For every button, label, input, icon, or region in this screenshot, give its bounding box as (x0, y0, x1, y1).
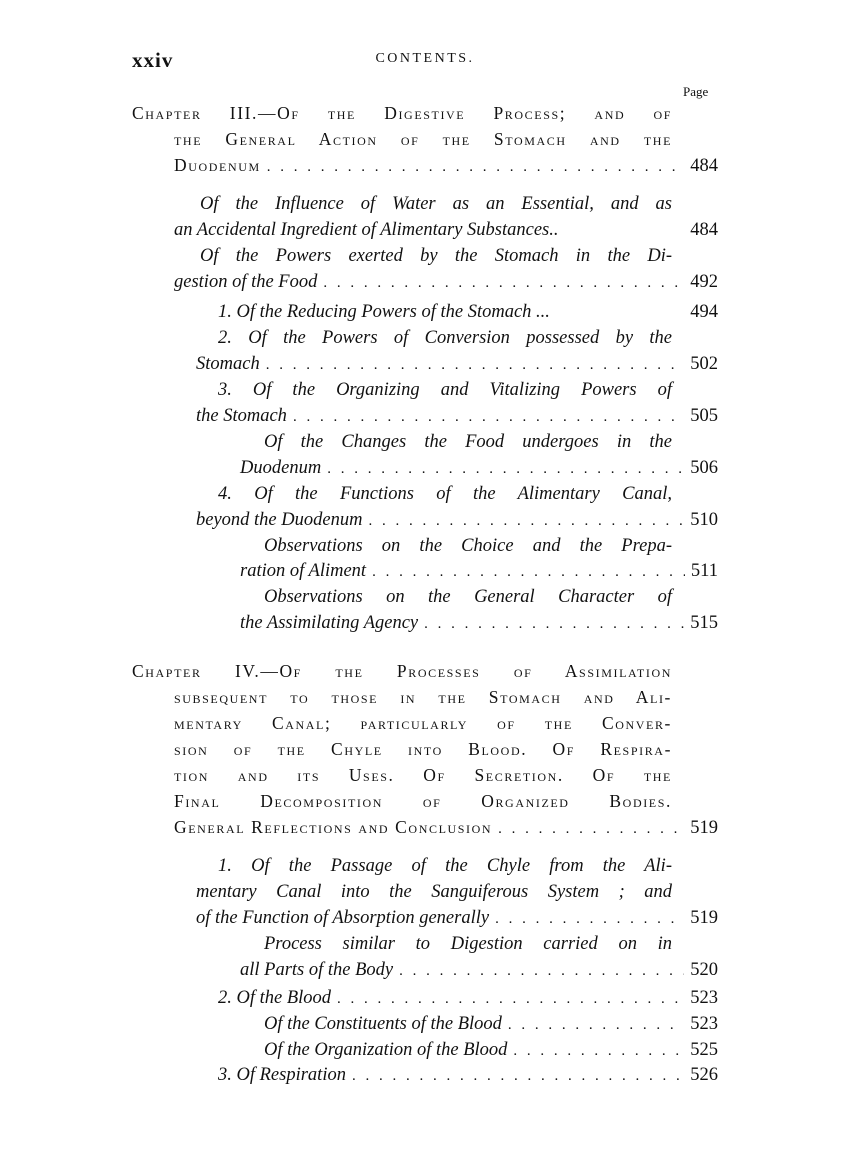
chapter-3-line-2: the General Action of the Stomach and the (174, 129, 672, 149)
chapter-4-line-3: mentary Canal; particularly of the Conver- (174, 713, 672, 733)
entry-text: gestion of the Food (174, 272, 318, 292)
entry-text: 2. Of the Blood (218, 988, 332, 1008)
chapter-4-line-4: sion of the Chyle into Blood. Of Respira- (174, 739, 672, 759)
leader-dots (424, 613, 684, 635)
entry-text: 1. Of the Passage of the Chyle from the Ali- (218, 856, 672, 876)
page-number: 511 (690, 561, 718, 581)
leader-dots (513, 1040, 684, 1062)
entry-text: the Stomach (196, 406, 287, 426)
entry-text: ration of Aliment (240, 561, 367, 581)
page-number: 494 (690, 302, 718, 322)
entry-text: Of the Organization of the Blood (264, 1040, 508, 1060)
leader-dots (368, 510, 684, 532)
leader-dots (267, 156, 684, 178)
entry-text: 3. Of Respiration (218, 1065, 346, 1085)
leader-dots (508, 1014, 684, 1036)
entry-text: 3. Of the Organizing and Vitalizing Powers of (218, 380, 672, 400)
page-number: 502 (690, 354, 718, 374)
page-number: 523 (690, 1014, 718, 1034)
page-number: 492 (690, 272, 718, 292)
leader-dots (399, 960, 684, 982)
chapter-4-line-1: Chapter IV.—Of the Processes of Assimilation (132, 661, 672, 681)
chapter-3-line-3: Duodenum (174, 155, 261, 175)
entry-text: Stomach (196, 354, 260, 374)
page-column-label: Page (683, 84, 709, 99)
entry-text: Duodenum (240, 458, 322, 478)
page-number: 519 (690, 908, 718, 928)
chapter-4-line-2: subsequent to those in the Stomach and Ali- (174, 687, 672, 707)
entry-text: 2. Of the Powers of Conversion possessed by the (218, 328, 672, 348)
entry-text: all Parts of the Body (240, 960, 394, 980)
page-number: 506 (690, 458, 718, 478)
chapter-4-line-7: General Reflections and Conclusion (174, 817, 493, 837)
leader-dots (293, 406, 684, 428)
page-number: 505 (690, 406, 718, 426)
chapter-3-line-1: Chapter III.—Of the Digestive Process; and of (132, 103, 672, 123)
entry-text: Observations on the General Character of (264, 587, 672, 607)
entry-text: Of the Constituents of the Blood (264, 1014, 502, 1034)
page-number: 523 (690, 988, 718, 1008)
leader-dots (323, 272, 684, 294)
leader-dots (266, 354, 685, 376)
entry-text: an Accidental Ingredient of Alimentary Substances.. (174, 220, 559, 240)
entry-text: Process similar to Digestion carried on in (264, 934, 672, 954)
leader-dots (352, 1065, 684, 1087)
page-folio: xxiv (132, 48, 174, 72)
leader-dots (337, 988, 684, 1010)
page-number: 484 (690, 156, 718, 176)
chapter-4-line-6: Final Decomposition of Organized Bodies. (174, 791, 672, 811)
page-number: 484 (690, 220, 718, 240)
entry-text: Observations on the Choice and the Prepa- (264, 536, 672, 556)
leader-dots (495, 908, 684, 930)
entry-text: 4. Of the Functions of the Alimentary Canal, (218, 484, 672, 504)
leader-dots (327, 458, 684, 480)
entry-text: Of the Powers exerted by the Stomach in the Di- (200, 246, 672, 266)
page-number: 515 (690, 613, 718, 633)
leader-dots (498, 818, 684, 840)
entry-text: of the Function of Absorption generally (196, 908, 490, 928)
leader-dots (372, 561, 685, 583)
page-number: 520 (690, 960, 718, 980)
entry-text: beyond the Duodenum (196, 510, 363, 530)
running-title: CONTENTS. (375, 51, 475, 66)
chapter-4-line-5: tion and its Uses. Of Secretion. Of the (174, 765, 672, 785)
page-number: 526 (690, 1065, 718, 1085)
page-number: 525 (690, 1040, 718, 1060)
entry-text: the Assimilating Agency (240, 613, 419, 633)
entry-text: Of the Changes the Food undergoes in the (264, 432, 672, 452)
page-number: 519 (690, 818, 718, 838)
entry-text: 1. Of the Reducing Powers of the Stomach ... (218, 302, 550, 322)
entry-text: mentary Canal into the Sanguiferous System ; and (196, 882, 672, 902)
entry-text: Of the Influence of Water as an Essential, and as (200, 194, 672, 214)
page-number: 510 (690, 510, 718, 530)
